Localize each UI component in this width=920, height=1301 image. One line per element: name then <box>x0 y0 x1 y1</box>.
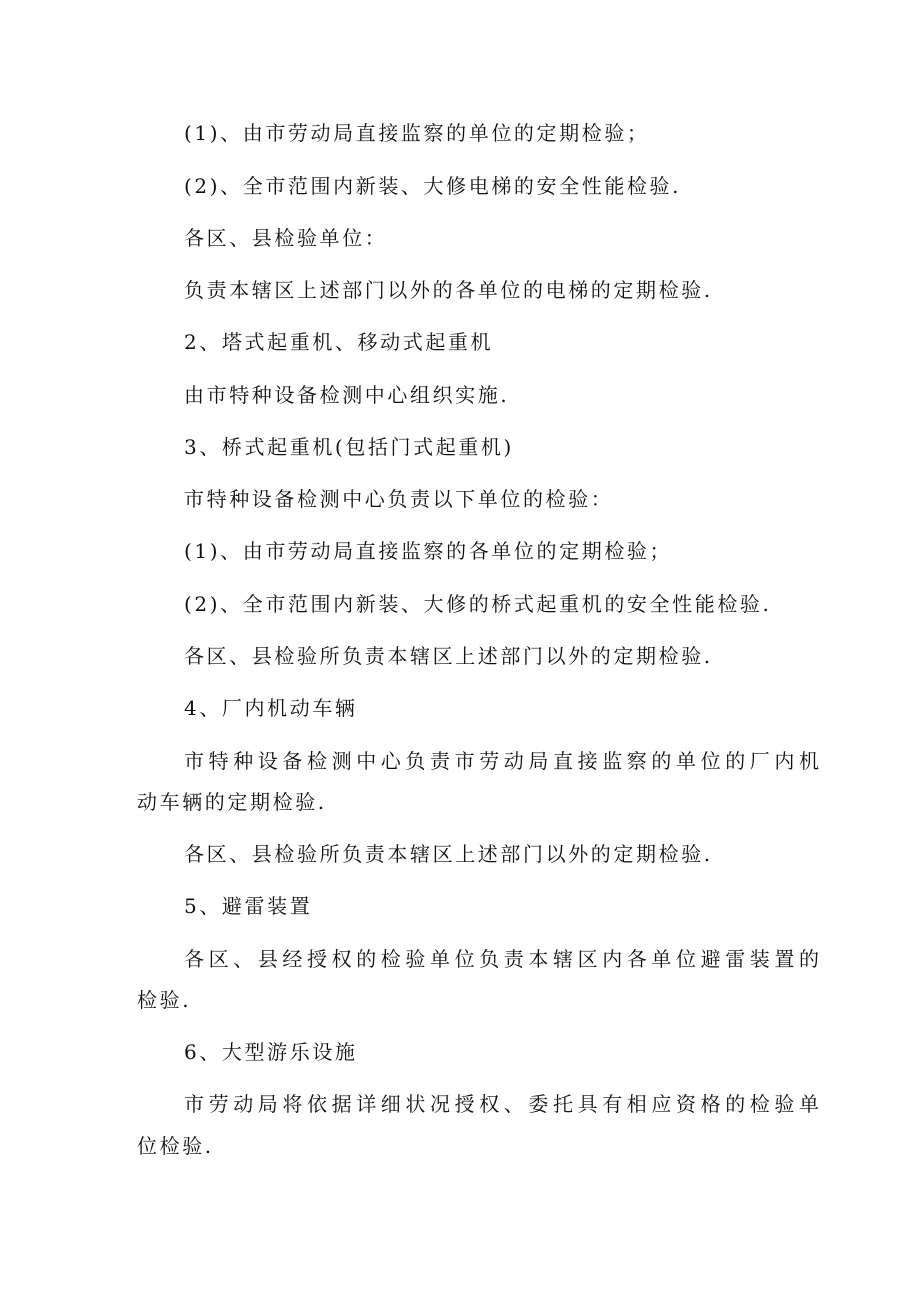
text-line: (2)、全市范围内新装、大修的桥式起重机的安全性能检验. <box>184 592 772 616</box>
text-line: 位检验. <box>137 1134 214 1158</box>
text-line: 动车辆的定期检验. <box>137 790 327 814</box>
text-line: (1)、由市劳动局直接监察的各单位的定期检验； <box>184 539 673 563</box>
section-heading: 5、避雷装置 <box>184 894 313 918</box>
text-line: 各区、县经授权的检验单位负责本辖区内各单位避雷装置的 <box>184 947 824 971</box>
text-line: 负责本辖区上述部门以外的各单位的电梯的定期检验. <box>184 278 713 302</box>
text-line: 由市特种设备检测中心组织实施. <box>184 383 510 407</box>
text-line: (2)、全市范围内新装、大修电梯的安全性能检验. <box>184 174 682 198</box>
text-line: 市特种设备检测中心负责以下单位的检验： <box>184 487 614 511</box>
section-heading: 2、塔式起重机、移动式起重机 <box>184 330 494 354</box>
text-line: 检验. <box>137 988 192 1012</box>
text-line: 各区、县检验所负责本辖区上述部门以外的定期检验. <box>184 842 713 866</box>
section-heading: 6、大型游乐设施 <box>184 1040 358 1064</box>
text-line: 市劳动局将依据详细状况授权、委托具有相应资格的检验单 <box>184 1092 824 1116</box>
text-line: (1)、由市劳动局直接监察的单位的定期检验； <box>184 121 650 145</box>
text-line: 各区、县检验单位： <box>184 226 388 250</box>
section-heading: 3、桥式起重机(包括门式起重机) <box>184 435 514 459</box>
section-heading: 4、厂内机动车辆 <box>184 696 358 720</box>
text-line: 各区、县检验所负责本辖区上述部门以外的定期检验. <box>184 644 713 668</box>
text-line: 市特种设备检测中心负责市劳动局直接监察的单位的厂内机 <box>184 749 824 773</box>
